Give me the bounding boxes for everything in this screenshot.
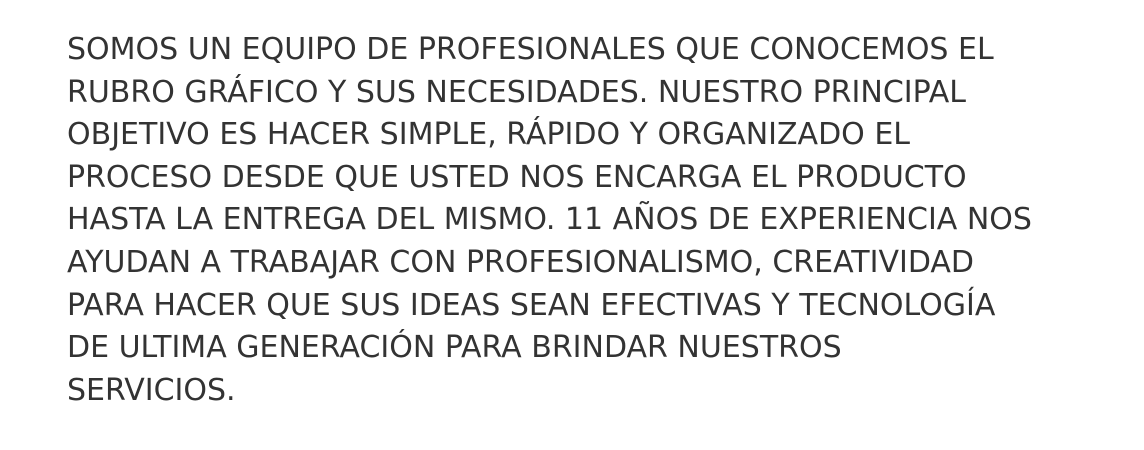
paragraph-line: PROCESO DESDE QUE USTED NOS ENCARGA EL PRODUCTO bbox=[67, 159, 967, 195]
paragraph-line: AYUDAN A TRABAJAR CON PROFESIONALISMO, CREATIVIDAD bbox=[67, 244, 975, 280]
paragraph-line: SERVICIOS. bbox=[67, 372, 236, 408]
paragraph-line: SOMOS UN EQUIPO DE PROFESIONALES QUE CONOCEMOS EL bbox=[67, 32, 994, 67]
paragraph-line: DE ULTIMA GENERACIÓN PARA BRINDAR NUESTROS bbox=[67, 330, 842, 366]
paragraph-line: OBJETIVO ES HACER SIMPLE, RÁPIDO Y ORGANIZADO EL bbox=[67, 117, 911, 153]
paragraph-line: PARA HACER QUE SUS IDEAS SEAN EFECTIVAS Y TECNOLOGÍA bbox=[67, 287, 996, 323]
paragraph-line: HASTA LA ENTREGA DEL MISMO. 11 AÑOS DE EXPERIENCIA NOS bbox=[67, 202, 1032, 238]
about-paragraph bbox=[67, 29, 1127, 412]
paragraph-line: RUBRO GRÁFICO Y SUS NECESIDADES. NUESTRO PRINCIPAL bbox=[67, 74, 967, 110]
